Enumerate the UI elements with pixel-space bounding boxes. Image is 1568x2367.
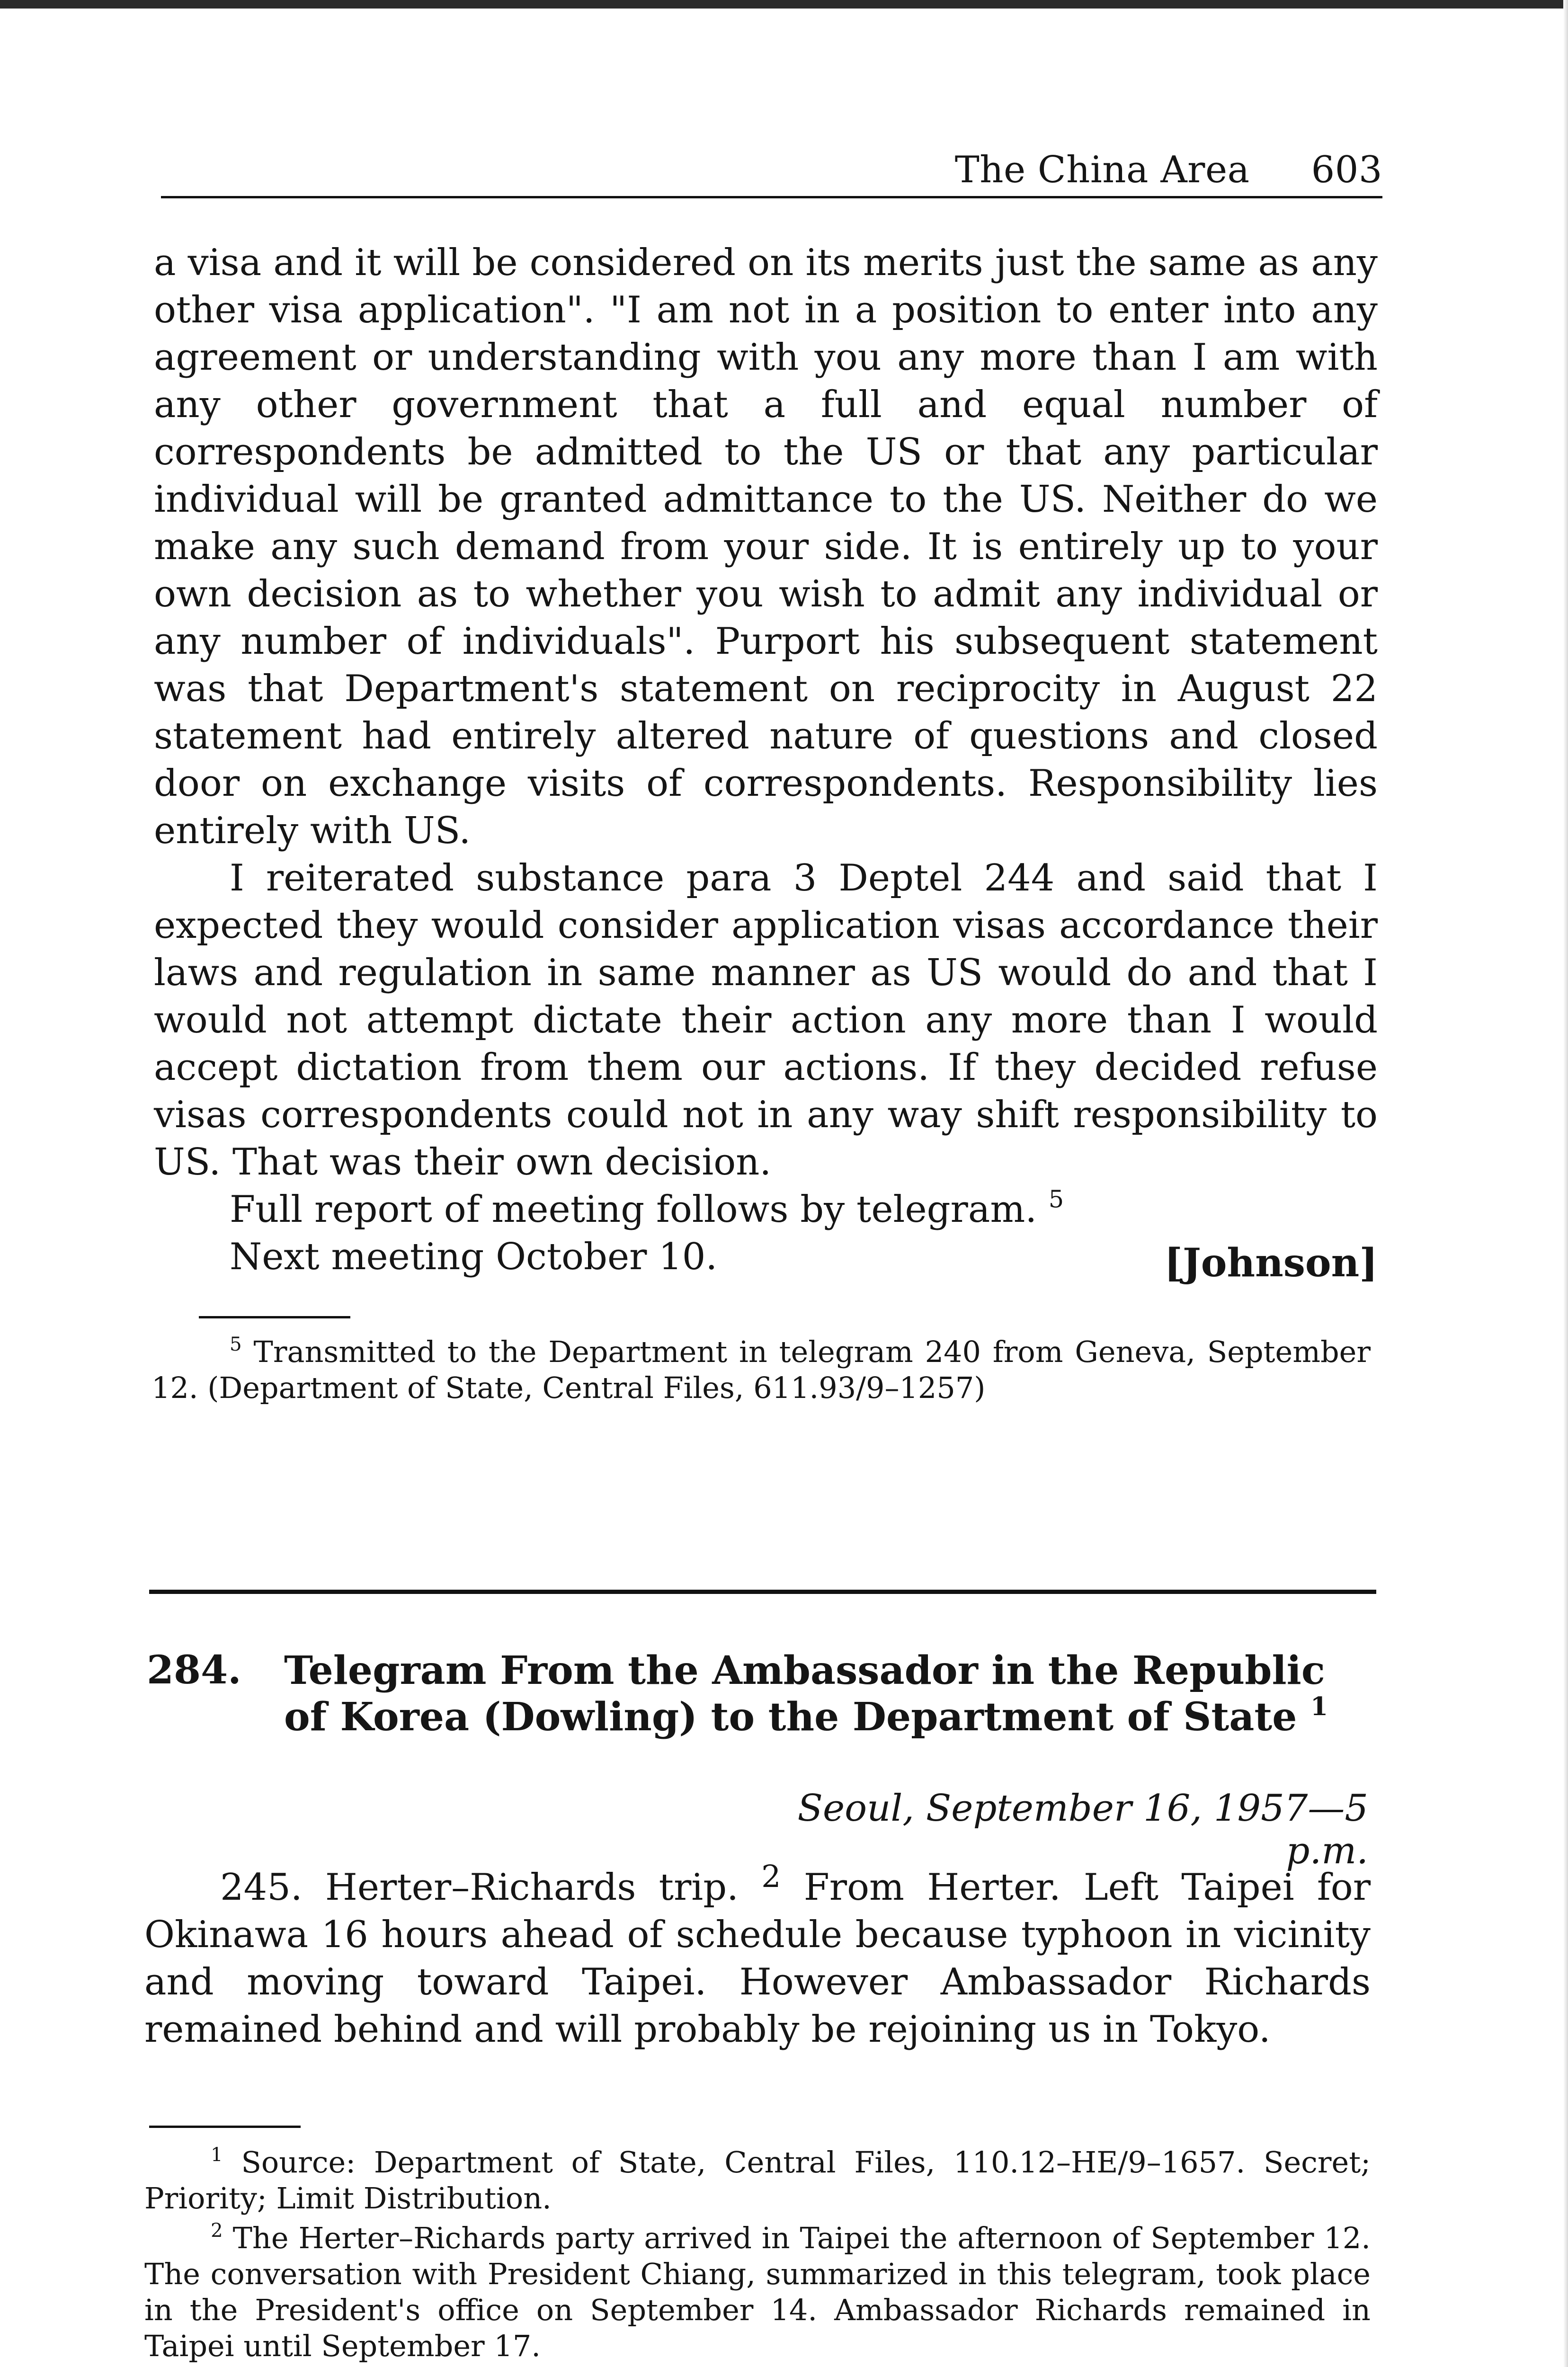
footnote-5 <box>151 1334 1371 1406</box>
body-paragraph-3 <box>154 1186 1378 1233</box>
running-title: The China Area <box>954 149 1250 191</box>
dateline: Seoul, September 16, 1957—5 p.m. <box>797 1787 1368 1872</box>
running-header <box>161 151 1382 198</box>
document-number: 284. <box>147 1647 241 1693</box>
document-title-text: Telegram From the Ambassador in the Republic of Korea (Dowling) to the Department of State <box>284 1648 1325 1740</box>
footnote-1-text: Source: Department of State, Central Files, 110.12–HE/9–1657. Secret; Priority; Limit Distribution. <box>144 2145 1371 2216</box>
body-paragraph-2: I reiterated substance para 3 Deptel 244 and said that I expected they would consider application visas accordance their laws and regulation in same manner as US would do and that I would not attempt dictate their action any more than I would accept dictation from them our actions. If they decided refuse visas correspondents could not in any way shift responsibility to US. That was their own decision. <box>154 857 1378 1184</box>
footnote-rule-upper <box>199 1316 350 1318</box>
body-paragraph-3-text: Full report of meeting follows by telegram. <box>230 1188 1037 1231</box>
footnote-2-text: The Herter–Richards party arrived in Taipei the afternoon of September 12. The conversation with President Chiang, summarized in this telegram, took place in the President's office on September 14. Ambassador Richards remained in Taipei until September 17. <box>144 2221 1371 2363</box>
body-paragraph-4: Next meeting October 10. <box>230 1236 718 1278</box>
section-divider <box>149 1590 1376 1594</box>
signature: [Johnson] <box>1164 1240 1378 1286</box>
footnote-1-marker: 1 <box>211 2143 223 2166</box>
footnote-5-text: Transmitted to the Department in telegram 240 from Geneva, September 12. (Department of State, Central Files, 611.93/9–1257) <box>151 1335 1371 1405</box>
continued-telegram-body <box>154 239 1378 1281</box>
footnote-rule-lower <box>149 2126 301 2128</box>
telegram-body-rest: From Herter. Left Taipei for Okinawa 16 hours ahead of schedule because typhoon in vicinity and moving toward Taipei. However Ambassador Richards remained behind and will probably be rejoining us in Tokyo. <box>144 1866 1371 2051</box>
footnote-2 <box>144 2220 1371 2364</box>
body-paragraph-1: a visa and it will be considered on its merits just the same as any other visa application". "I am not in a position to enter into any agreement or understanding with you any more than I am with any other government that a full and equal number of correspondents be admitted to the US or that any particular individual will be granted admittance to the US. Neither do we make any such demand from your side. It is entirely up to your own decision as to whether you wish to admit any individual or any number of individuals". Purport his subsequent statement was that Department's statement on reciprocity in August 22 statement had entirely altered nature of questions and closed door on exchange visits of correspondents. Responsibility lies entirely with US. <box>154 241 1378 852</box>
page-number: 603 <box>1311 149 1382 191</box>
footnote-ref-1: 1 <box>1310 1691 1328 1722</box>
footnote-1 <box>144 2145 1371 2216</box>
footnote-ref-2: 2 <box>761 1859 781 1895</box>
document-title <box>284 1647 1373 1740</box>
telegram-body <box>144 1853 1371 2053</box>
footnote-5-marker: 5 <box>230 1333 242 1355</box>
footnote-2-marker: 2 <box>211 2219 223 2242</box>
telegram-body-start: 245. Herter–Richards trip. <box>220 1866 739 1909</box>
footnote-ref-5: 5 <box>1048 1185 1064 1213</box>
